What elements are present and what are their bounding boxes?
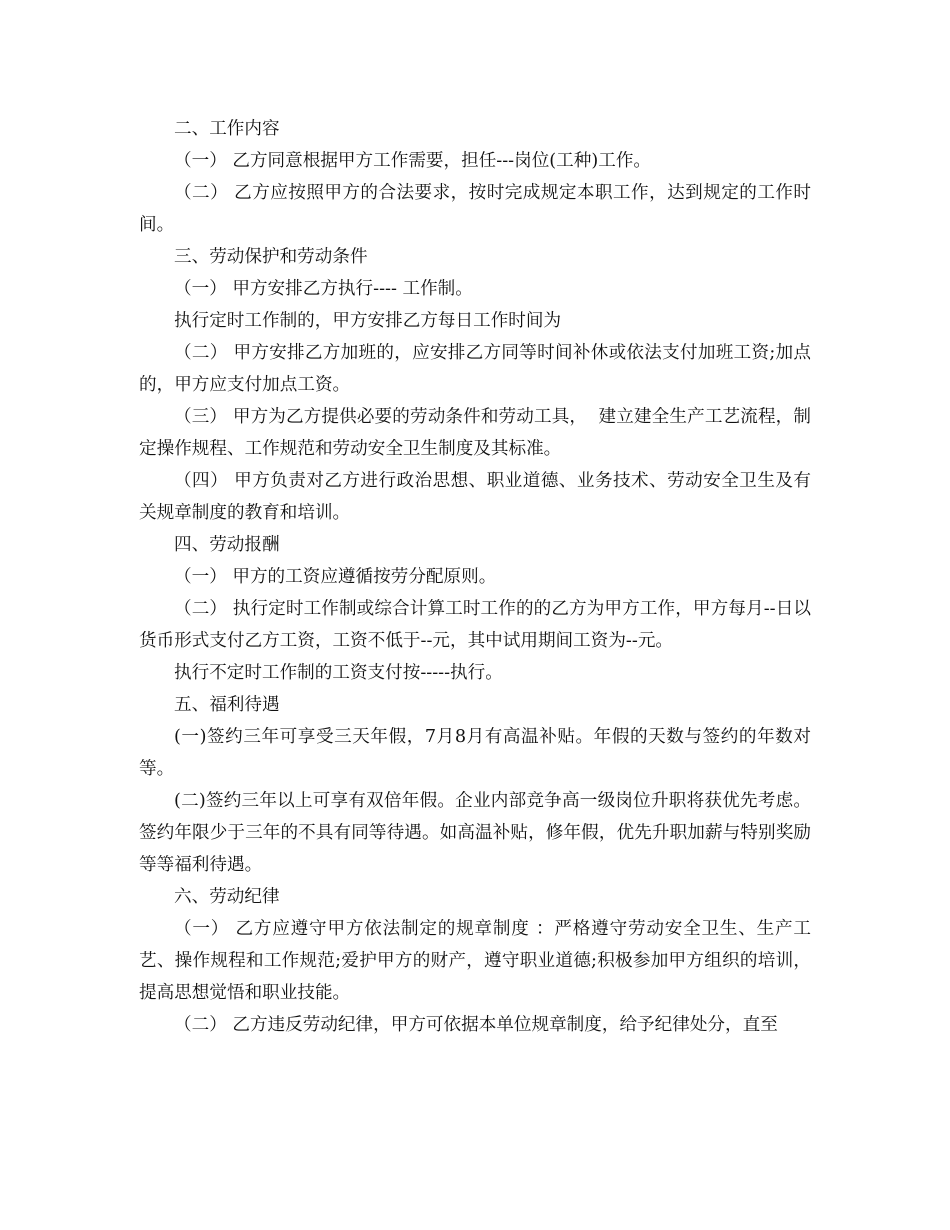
document-body: [139, 113, 811, 1041]
paragraph: （一） 甲方的工资应遵循按劳分配原则。: [174, 567, 497, 587]
section-heading-remuneration: 四、劳动报酬: [174, 535, 280, 555]
section-heading-labor-protection: 三、劳动保护和劳动条件: [174, 247, 368, 267]
paragraph: （二） 执行定时工作制或综合计算工时工作的的乙方为甲方工作，甲方每月--日以货币形式支付乙方工资，工资不低于--元，其中试用期间工资为--元。: [139, 599, 811, 651]
paragraph: 执行定时工作制的，甲方安排乙方每日工作时间为: [174, 311, 562, 331]
paragraph: （四） 甲方负责对乙方进行政治思想、职业道德、业务技术、劳动安全卫生及有关规章制度的教育和培训。: [139, 471, 811, 523]
paragraph: （二） 乙方违反劳动纪律，甲方可依据本单位规章制度，给予纪律处分，直至: [174, 1015, 778, 1035]
paragraph: （二） 乙方应按照甲方的合法要求，按时完成规定本职工作，达到规定的工作时间。: [139, 183, 811, 235]
paragraph: (一)签约三年可享受三天年假，7月8月有高温补贴。年假的天数与签约的年数对等。: [139, 727, 811, 779]
paragraph: （二） 甲方安排乙方加班的，应安排乙方同等时间补休或依法支付加班工资;加点的，甲方应支付加点工资。: [139, 343, 811, 395]
section-heading-labor-discipline: 六、劳动纪律: [174, 887, 280, 907]
section-heading-work-content: 二、工作内容: [174, 119, 280, 139]
paragraph: （三） 甲方为乙方提供必要的劳动条件和劳动工具， 建立建全生产工艺流程，制定操作规程、工作规范和劳动安全卫生制度及其标准。: [139, 407, 811, 459]
paragraph: 执行不定时工作制的工资支付按-----执行。: [174, 663, 503, 683]
paragraph: (二)签约三年以上可享有双倍年假。企业内部竞争高一级岗位升职将获优先考虑。签约年限少于三年的不具有同等待遇。如高温补贴，修年假，优先升职加薪与特别奖励等等福利待遇。: [139, 791, 811, 875]
paragraph: （一） 乙方应遵守甲方依法制定的规章制度 ：严格遵守劳动安全卫生、生产工艺、操作规程和工作规范;爱护甲方的财产，遵守职业道德;积极参加甲方组织的培训，提高思想觉悟和职业技能。: [139, 919, 811, 1003]
section-heading-benefits: 五、福利待遇: [174, 695, 280, 715]
paragraph: （一） 乙方同意根据甲方工作需要，担任---岗位(工种)工作。: [174, 151, 652, 171]
paragraph: （一） 甲方安排乙方执行---- 工作制。: [174, 279, 473, 299]
